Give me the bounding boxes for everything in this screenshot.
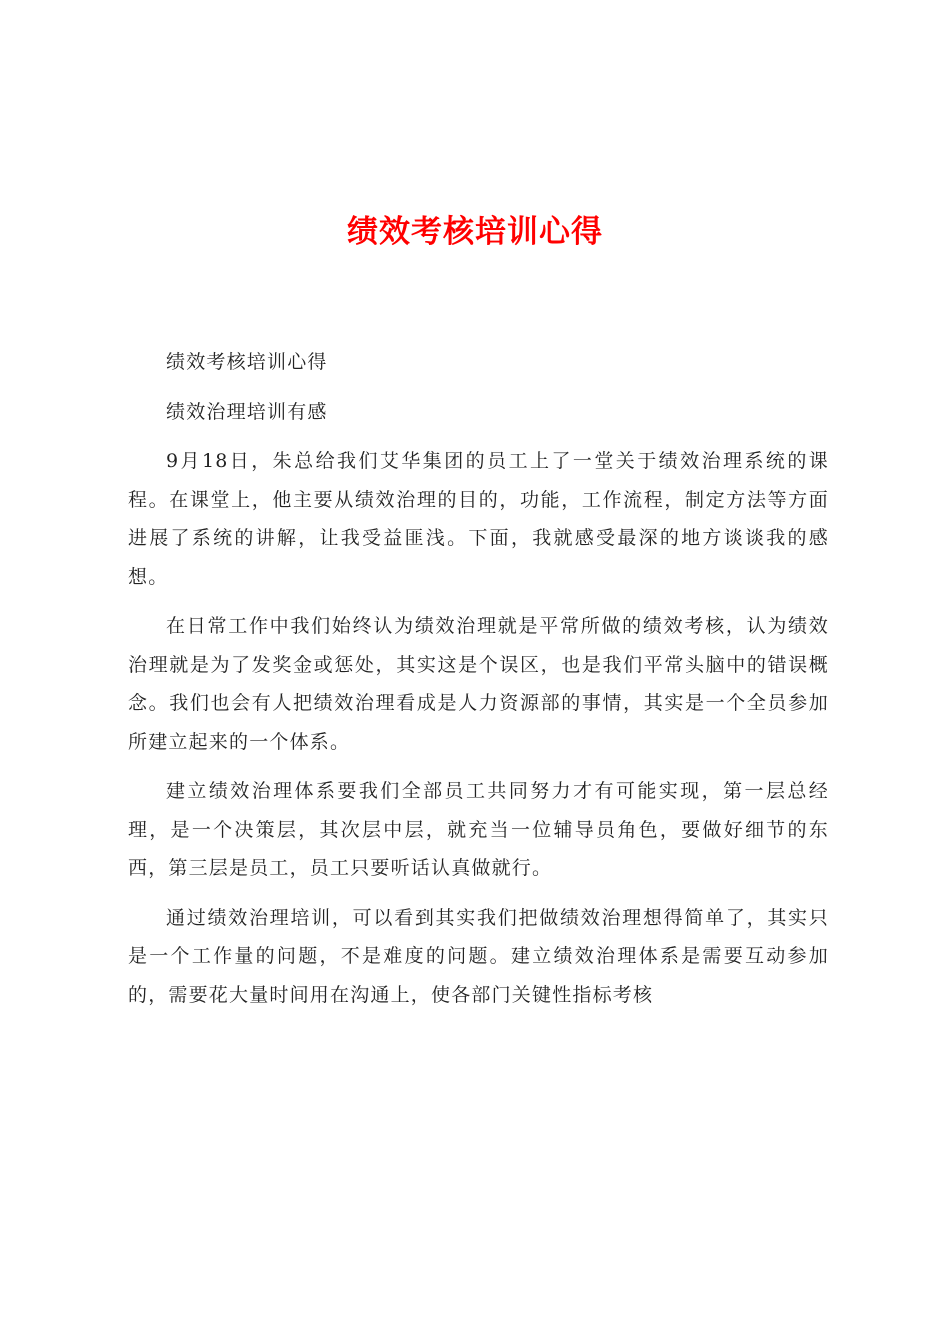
- paragraph-4: 通过绩效治理培训，可以看到其实我们把做绩效治理想得简单了，其实只是一个工作量的问题，不是难度的问题。建立绩效治理体系是需要互动参加的，需要花大量时间用在沟通上，使各部门关键性指标考核: [128, 906, 829, 1006]
- document-title: 绩效考核培训心得: [347, 214, 603, 250]
- paragraph-2: 在日常工作中我们始终认为绩效治理就是平常所做的绩效考核，认为绩效治理就是为了发奖金或惩处，其实这是个误区，也是我们平常头脑中的错误概念。我们也会有人把绩效治理看成是人力资源部的事情，其实是一个全员参加所建立起来的一个体系。: [128, 615, 829, 753]
- paragraph-heading-1: 绩效考核培训心得: [166, 351, 328, 373]
- document-body: [128, 343, 829, 1025]
- paragraph-1: 9月18日，朱总给我们艾华集团的员工上了一堂关于绩效治理系统的课程。在课堂上，他主要从绩效治理的目的，功能，工作流程，制定方法等方面进展了系统的讲解，让我受益匪浅。下面，我就感受最深的地方谈谈我的感想。: [128, 450, 829, 588]
- paragraph-heading-2: 绩效治理培训有感: [166, 400, 328, 423]
- paragraph-3: 建立绩效治理体系要我们全部员工共同努力才有可能实现，第一层总经理，是一个决策层，其次层中层，就充当一位辅导员角色，要做好细节的东西，第三层是员工，员工只要听话认真做就行。: [128, 780, 829, 879]
